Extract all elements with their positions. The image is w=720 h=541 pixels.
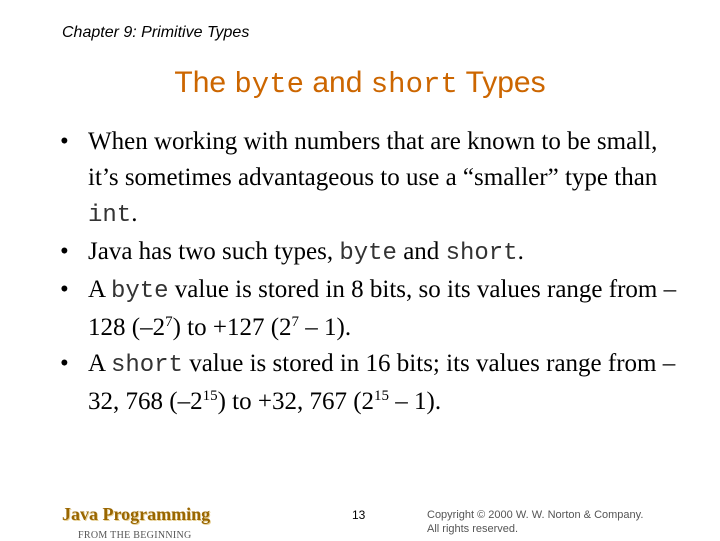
superscript: 7	[165, 314, 173, 330]
code-short: short	[110, 352, 183, 379]
code-int: int	[88, 202, 132, 229]
bullet-text: – 1).	[389, 388, 442, 415]
bullet-icon: •	[60, 238, 69, 265]
bullet-text: A	[88, 350, 111, 377]
title-code-byte: byte	[234, 68, 305, 101]
superscript: 15	[374, 388, 390, 404]
bullet-item	[60, 234, 680, 272]
superscript: 15	[202, 388, 218, 404]
copyright-notice	[427, 508, 643, 536]
chapter-header: Chapter 9: Primitive Types	[62, 24, 250, 41]
bullet-text: value is stored in 16 bits; its values range from –32, 768 (–2	[88, 350, 676, 415]
code-short: short	[445, 240, 518, 267]
bullet-text: .	[131, 200, 138, 227]
book-logo	[62, 504, 210, 541]
code-byte: byte	[339, 240, 397, 267]
bullet-icon: •	[60, 350, 69, 377]
bullet-icon: •	[60, 128, 69, 155]
title-text-1: The	[174, 66, 235, 99]
bullet-text: A	[88, 276, 111, 303]
bullet-icon: •	[60, 276, 69, 303]
bullet-item	[60, 272, 680, 346]
logo-subtitle: FROM THE BEGINNING	[78, 530, 192, 541]
page-number: 13	[352, 508, 366, 522]
bullet-text: – 1).	[299, 314, 352, 341]
title-code-short: short	[370, 68, 458, 101]
bullet-text: ) to +127 (2	[172, 314, 292, 341]
logo-title: Java Programming	[62, 504, 211, 524]
bullet-text: ) to +32, 767 (2	[217, 388, 375, 415]
bullet-text: Java has two such types,	[88, 238, 340, 265]
bullet-list	[60, 124, 680, 420]
superscript: 7	[291, 314, 300, 330]
bullet-item	[60, 346, 680, 420]
title-text-3: Types	[457, 66, 546, 99]
bullet-text: value is stored in 8 bits, so its values range from –128 (–2	[88, 276, 677, 341]
copyright-line: Copyright © 2000 W. W. Norton & Company.	[427, 509, 644, 521]
bullet-item	[60, 124, 680, 234]
slide-title	[0, 66, 720, 101]
bullet-text: When working with numbers that are known to be small, it’s sometimes advantageous to use a “smaller” type than	[88, 128, 658, 191]
bullet-text: and	[396, 238, 446, 265]
title-text-2: and	[304, 66, 371, 99]
bullet-text: .	[517, 238, 524, 265]
code-byte: byte	[110, 278, 169, 305]
copyright-line: All rights reserved.	[427, 523, 519, 535]
